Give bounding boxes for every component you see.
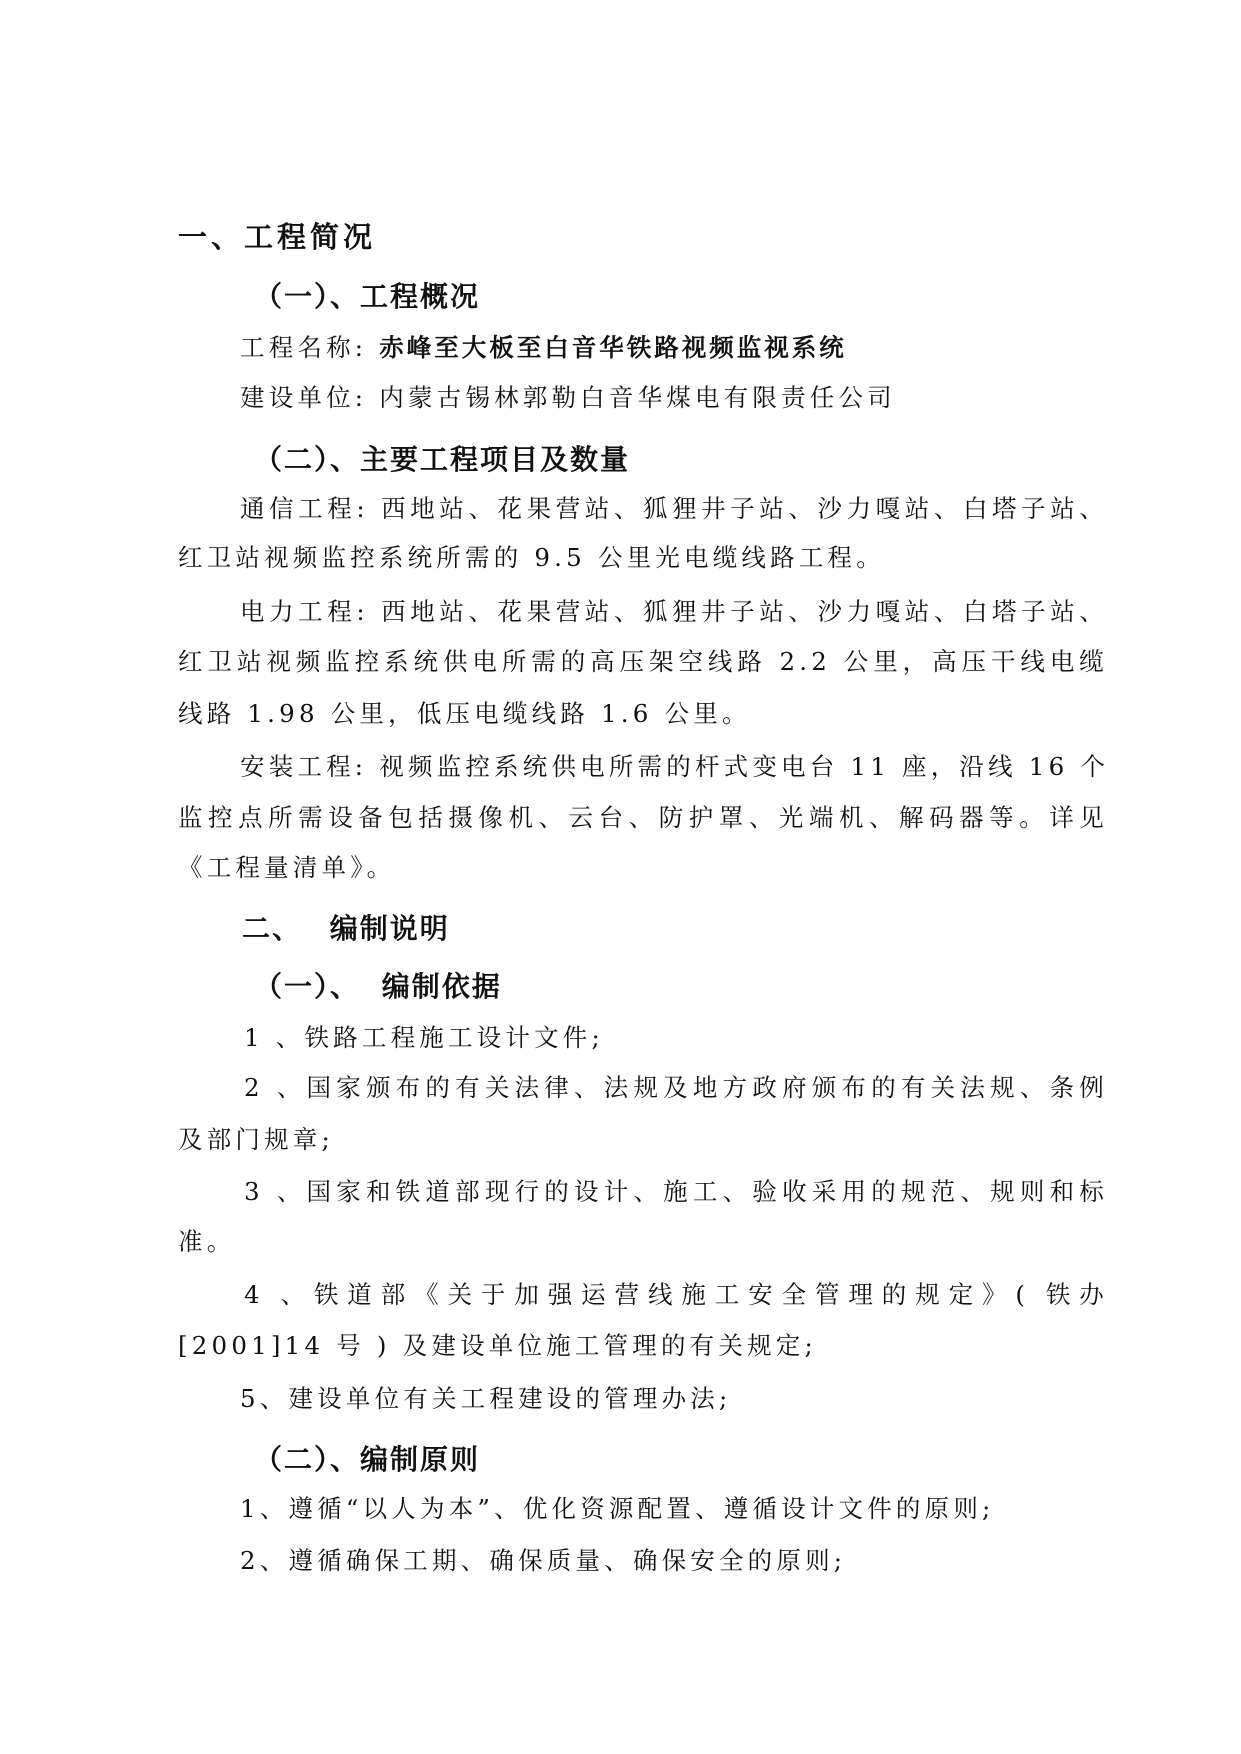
- power-line-3: 线路 1.98 公里，低压电缆线路 1.6 公里。: [178, 699, 751, 728]
- basis-item-1: 1 、铁路工程施工设计文件;: [244, 1023, 604, 1052]
- principle-item-2: 2、遵循确保工期、确保质量、确保安全的原则;: [240, 1546, 847, 1575]
- basis-item-2-line-2: 及部门规章;: [178, 1125, 334, 1154]
- project-name-value: 赤峰至大板至白音华铁路视频监视系统: [379, 333, 847, 362]
- project-name-label: 工程名称:: [240, 333, 368, 362]
- install-line-2: 监控点所需设备包括摄像机、云台、防护罩、光端机、解码器等。详见: [178, 803, 1108, 832]
- comm-line-1: 通信工程: 西地站、花果营站、狐狸井子站、沙力嘎站、白塔子站、: [240, 494, 1108, 523]
- basis-item-4-line-2: [2001]14 号 ) 及建设单位施工管理的有关规定;: [178, 1331, 817, 1360]
- basis-item-3-line-2: 准。: [178, 1227, 236, 1256]
- section2-sub1-heading: （一）、 编制依据: [254, 970, 502, 1003]
- power-line-1: 电力工程: 西地站、花果营站、狐狸井子站、沙力嘎站、白塔子站、: [240, 597, 1108, 626]
- section1-sub2-heading: （二）、主要工程项目及数量: [254, 443, 631, 476]
- builder-label: 建设单位:: [240, 383, 368, 412]
- section2-heading: 二、 编制说明: [242, 912, 450, 945]
- comm-line-2: 红卫站视频监控系统所需的 9.5 公里光电缆线路工程。: [178, 543, 885, 572]
- builder-line: [240, 383, 896, 412]
- section1-heading: 一、工程简况: [178, 220, 377, 254]
- install-line-1: 安装工程: 视频监控系统供电所需的杆式变电台 11 座，沿线 16 个: [240, 752, 1110, 781]
- builder-value: 内蒙古锡林郭勒白音华煤电有限责任公司: [379, 383, 896, 412]
- basis-item-5: 5、建设单位有关工程建设的管理办法;: [240, 1384, 732, 1413]
- project-name-line: [240, 333, 847, 362]
- section1-sub1-heading: （一）、工程概况: [254, 280, 481, 313]
- section2-sub2-heading: （二）、编制原则: [254, 1443, 481, 1476]
- power-line-2: 红卫站视频监控系统供电所需的高压架空线路 2.2 公里，高压干线电缆: [178, 647, 1108, 676]
- basis-item-3-line-1: 3 、国家和铁道部现行的设计、施工、验收采用的规范、规则和标: [244, 1177, 1108, 1206]
- basis-item-4-line-1: 4 、铁道部《关于加强运营线施工安全管理的规定》( 铁办: [244, 1280, 1108, 1309]
- install-line-3: 《工程量清单》。: [178, 853, 396, 882]
- basis-item-2-line-1: 2 、国家颁布的有关法律、法规及地方政府颁布的有关法规、条例: [244, 1073, 1108, 1102]
- principle-item-1: 1、遵循“以人为本”、优化资源配置、遵循设计文件的原则;: [240, 1494, 995, 1523]
